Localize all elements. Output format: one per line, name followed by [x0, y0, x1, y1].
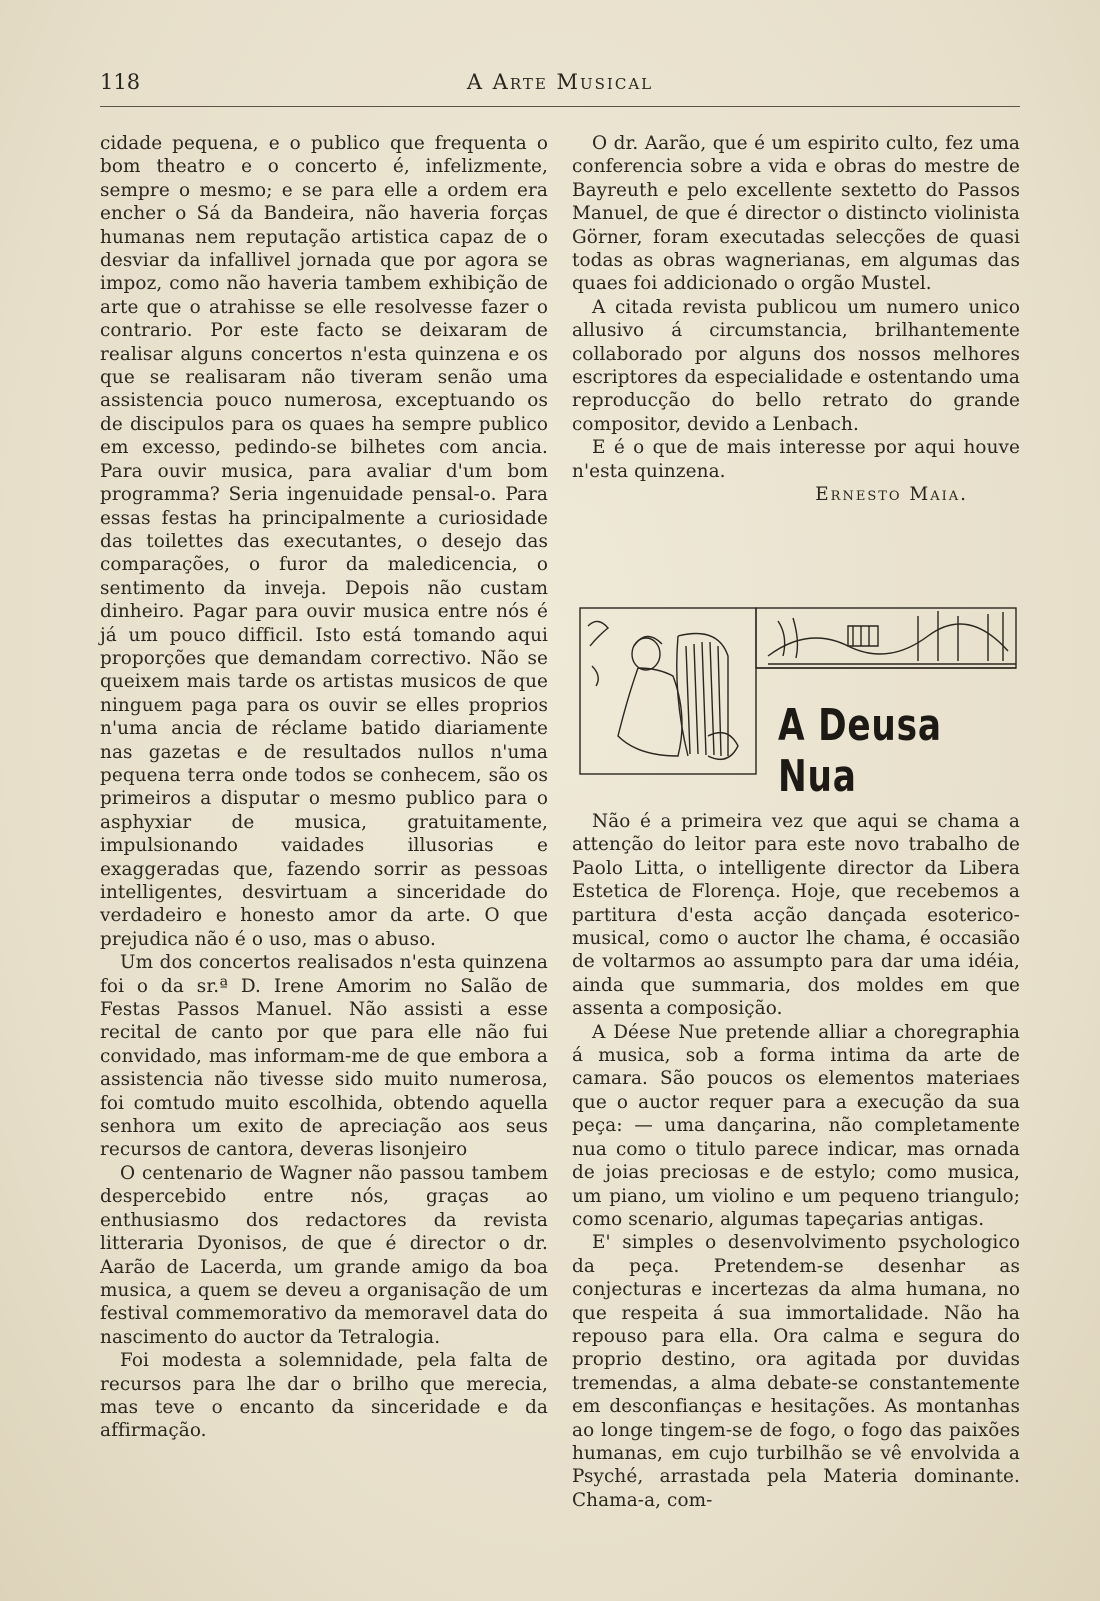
paragraph: A Déese Nue pretende alliar a choregraphia á musica, sob a forma intima da arte de camara. São poucos os elementos materiaes que o auctor requer para a execução da sua peça: — uma dançarina, não completamente nua como o titulo parece indicar, mas ornada de joias preciosas e de estylo; como musica, um piano, um violino e um pequeno triangulo; como scenario, algumas tapeçarias antigas. [572, 1021, 1020, 1230]
paragraph: Não é a primeira vez que aqui se chama a attenção do leitor para este novo trabalho de Paolo Litta, o intelligente director da Libera Estetica de Florença. Hoje, que recebemos a partitura d'esta acção dançada esoterico-musical, como o auctor lhe chama, é occasião de voltarmos ao assumpto para dar uma idéia, ainda que summaria, dos moldes em que assenta a composição. [572, 811, 1020, 1020]
left-column [100, 132, 548, 1443]
right-column-bottom [572, 810, 1020, 1512]
page-header [100, 70, 1020, 110]
paragraph: O dr. Aarão, que é um espirito culto, fez uma conferencia sobre a vida e obras do mestre de Bayreuth e pelo excellente sextetto do Passos Manuel, de que é director o distincto violinista Görner, foram executadas selecções de quasi todas as obras wagnerianas, em algumas das quaes foi addicionado o orgão Mustel. [572, 133, 1020, 295]
paragraph: Um dos concertos realisados n'esta quinzena foi o da sr.ª D. Irene Amorim no Salão de Festas Passos Manuel. Não assisti a esse recital de canto por que para elle não fui convidado, mas informam-me de que embora a assistencia não tivesse sido muito numerosa, foi comtudo muito escolhida, obtendo aquella senhora um exito de apreciação aos seus recursos de cantora, deveras lisonjeiro [100, 952, 548, 1161]
page-number: 118 [100, 70, 141, 94]
paragraph: A citada revista publicou um numero unico allusivo á circumstancia, brilhantemente collaborado por alguns dos nossos melhores escriptores da especialidade e ostentando uma reproducção do bello retrato do grande compositor, devido a Lenbach. [572, 296, 1020, 435]
paragraph: Foi modesta a solemnidade, pela falta de recursos para lhe dar o brilho que merecia, mas teve o encanto da sinceridade e da affirmação. [100, 1350, 548, 1442]
paragraph: cidade pequena, e o publico que frequenta o bom theatro e o concerto é, infelizmente, sempre o mesmo; e se para elle a ordem era encher o Sá da Bandeira, não haveria forças humanas nem reputação artistica capaz de o desviar da infallivel jornada que por agora se impoz, como não haveria tambem exhibição de arte que o atrahisse se elle resolvesse fazer o contrario. Por este facto se deixaram de realisar alguns concertos n'esta quinzena e os que se realisaram não tiveram senão uma assistencia pouco numerosa, exceptuando os de discipulos para os quaes ha sempre publico em excesso, pedindo-se bilhetes com ancia. Para ouvir musica, para avaliar d'um bom programma? Seria ingenuidade pensal-o. Para essas festas ha principalmente a curiosidade das toilettes das executantes, o desejo das comparações, o furor da maledicencia, o sentimento da inveja. Depois não custam dinheiro. Pagar para ouvir musica entre nós é já um pouco difficil. Isto está tomando aqui proporções que demandam correctivo. Não se queixem mais tarde os artistas musicos de que ninguem paga para os ouvir se elles proprios n'uma ancia de réclame batido diariamente nas gazetas e de resultados nullos n'uma pequena terra onde todos se conhecem, são os primeiros a disputar o mesmo publico para o asphyxiar de musica, gratuitamente, impulsionando vaidades illusorias e exaggeradas que, fazendo sorrir as pessoas intelligentes, desvirtuam a sinceridade do verdadeiro e honesto amor da arte. O que prejudica não é o uso, mas o abuso. [100, 133, 548, 950]
paragraph: O centenario de Wagner não passou tambem despercebido entre nós, graças ao enthusiasmo dos redactores da revista litteraria Dyonisos, de que é director o dr. Aarão de Lacerda, um grande amigo da boa musica, a quem se deveu a organisação de um festival commemorativo da memoravel data do nascimento do auctor da Tetralogia. [100, 1162, 548, 1348]
journal-title: A Arte Musical [466, 70, 654, 94]
paragraph: E' simples o desenvolvimento psychologico da peça. Pretendem-se desenhar as conjecturas e incertezas da alma humana, no que respeita á sua immortalidade. Não ha repouso para ella. Ora calma e segura do proprio destino, ora agitada por duvidas tremendas, a alma debate-se constantemente em desconfianças e hesitações. As montanhas ao longe tingem-se de fogo, o fogo das paixões humanas, em cujo turbilhão se vê envolvida a Psyché, arrastada pela Materia dominante. Chama-a, com- [572, 1232, 1020, 1511]
article-title: A Deusa Nua [778, 700, 942, 802]
author-signature: Ernesto Maia. [815, 484, 968, 506]
header-rule [100, 106, 1020, 107]
right-column-top [572, 132, 1020, 507]
paragraph: E é o que de mais interesse por aqui houve n'esta quinzena. [572, 437, 1020, 482]
